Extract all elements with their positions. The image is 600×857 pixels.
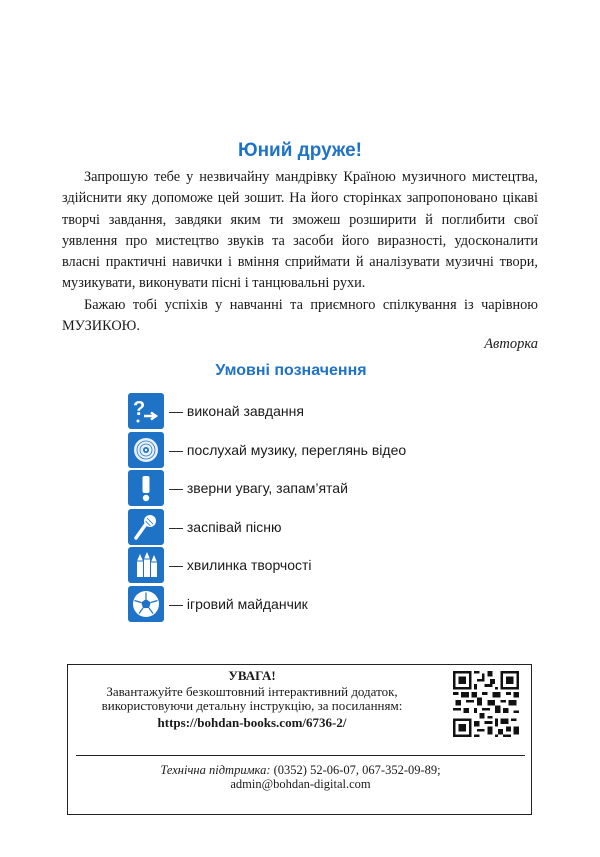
- disc-video-icon: [128, 432, 164, 468]
- intro-paragraph-2: Бажаю тобі успіхів у навчанні та приємного спілкування із чарівною МУЗИКОЮ.: [62, 296, 538, 335]
- legend-label-task: — виконай завдання: [169, 403, 304, 420]
- notice-text-line-1: Завантажуйте безкоштовний інтерактивний додаток,: [106, 684, 398, 699]
- support-info: [68, 763, 533, 791]
- soccer-ball-icon: [128, 586, 164, 622]
- svg-text:?: ?: [133, 398, 146, 421]
- legend-item-sing: [128, 508, 468, 547]
- legend-item-create: [128, 546, 468, 585]
- exclamation-icon: [128, 470, 164, 506]
- intro-text: [62, 167, 538, 337]
- notice-box: [67, 664, 532, 815]
- download-link[interactable]: https://bohdan-books.com/6736-2/: [157, 715, 347, 730]
- qr-code[interactable]: [453, 671, 519, 737]
- pencils-icon: [128, 547, 164, 583]
- notice-text-line-2: використовуючи детальну інструкцію, за посиланням:: [101, 698, 403, 713]
- legend-item-attention: [128, 469, 468, 508]
- notice-text: [68, 685, 436, 713]
- legend-list: [128, 392, 468, 623]
- support-email[interactable]: admin@bohdan-digital.com: [230, 777, 371, 791]
- support-phones: (0352) 52-06-07, 067-352-09-89;: [270, 763, 441, 777]
- legend-item-play: [128, 585, 468, 624]
- page-heading: Юний друже!: [237, 140, 363, 161]
- legend-label-play: — ігровий майданчик: [169, 595, 308, 612]
- notice-divider: [76, 755, 525, 756]
- author-signature: Авторка: [484, 336, 538, 352]
- notice-title: УВАГА!: [228, 668, 276, 683]
- legend-item-task: [128, 392, 468, 431]
- microphone-icon: [128, 509, 164, 545]
- task-question-arrow-icon: [128, 393, 164, 429]
- intro-paragraph-1: Запрошую тебе у незвичайну мандрівку Країною музичного мистецтва, здійснити яку допоможе цей зошит. На його сторінках запропоновано цікаві творчі завдання, завдяки яким ти зможеш розширити й поглибити свої уявлення про мистецтво звуків та засоби його виразності, удосконалити власні практичні навички і вміння сприймати й аналізувати музичні твори, музикувати, виконувати пісні і танцювальні рухи.: [62, 169, 538, 292]
- legend-label-create: — хвилинка творчості: [169, 557, 312, 574]
- legend-label-sing: — заспівай пісню: [169, 518, 282, 535]
- legend-label-attention: — зверни увагу, запам’ятай: [169, 480, 348, 497]
- legend-item-listen: [128, 431, 468, 470]
- support-label: Технічна підтримка:: [160, 763, 271, 777]
- legend-title: Умовні позначення: [215, 362, 367, 379]
- legend-label-listen: — послухай музику, переглянь відео: [169, 441, 407, 458]
